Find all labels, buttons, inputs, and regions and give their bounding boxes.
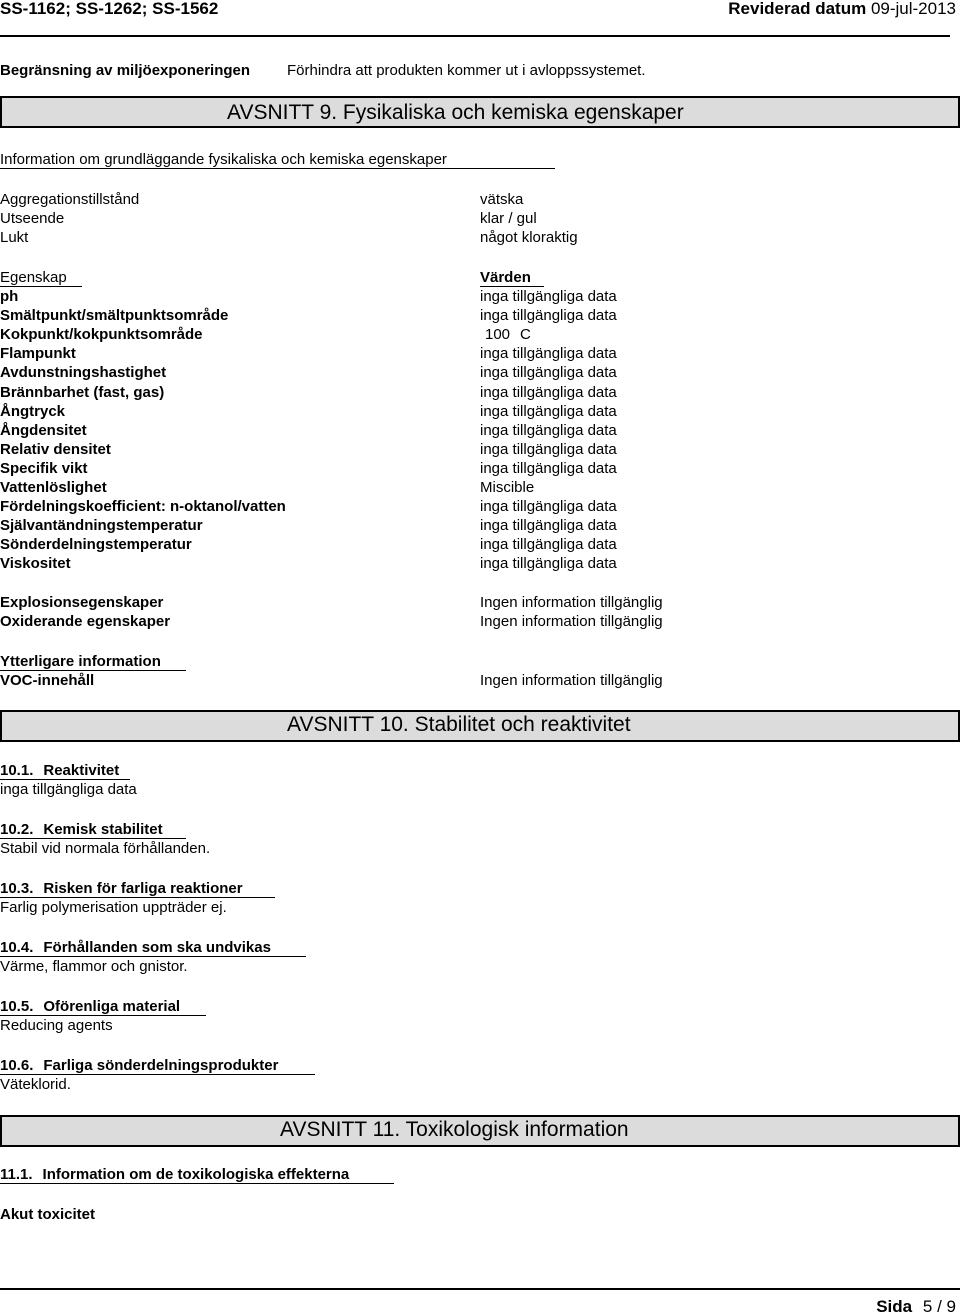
values-header: Värden (480, 269, 531, 286)
property-value-number: 100 (485, 326, 511, 344)
section10-item-text: Reducing agents (0, 1017, 113, 1034)
property-label: Självantändningstemperatur (0, 517, 203, 535)
page-current: 5 (922, 1297, 933, 1316)
section10-item-title: Förhållanden som ska undvikas (43, 939, 271, 956)
property-value: inga tillgängliga data (480, 440, 617, 458)
section9-subtitle: Information om grundläggande fysikaliska och kemiska egenskaper (0, 151, 447, 168)
extra-property-value: Ingen information tillgänglig (480, 594, 663, 611)
basic-property-value: något kloraktig (480, 229, 578, 246)
voc-label: VOC-innehåll (0, 672, 95, 689)
property-value: inga tillgängliga data (480, 364, 617, 382)
basic-property-label: Aggregationstillstånd (0, 191, 140, 208)
property-value (485, 325, 531, 344)
property-value: inga tillgängliga data (480, 421, 617, 439)
section10-item-num: 10.3. (0, 880, 34, 897)
property-label: Smältpunkt/smältpunktsområde (0, 307, 229, 325)
property-label: Fördelningskoefficient: n-oktanol/vatten (0, 498, 286, 516)
property-value: inga tillgängliga data (480, 288, 617, 305)
page-separator: / (937, 1297, 942, 1316)
footer-rule (0, 1288, 960, 1290)
section10-item-heading (0, 938, 271, 957)
section10-item-text: inga tillgängliga data (0, 781, 137, 798)
property-label: Sönderdelningstemperatur (0, 536, 192, 554)
section10-item-title: Oförenliga material (43, 998, 181, 1015)
basic-property-value: vätska (480, 191, 524, 208)
property-label: Ångtryck (0, 402, 66, 420)
section11-sub-underline (0, 1183, 394, 1184)
section11-title: AVSNITT 11. Toxikologisk information (280, 1118, 629, 1141)
section10-item-num: 10.4. (0, 939, 34, 956)
section11-sub-num: 11.1. (0, 1166, 33, 1183)
section11-subheading (0, 1165, 349, 1184)
section10-item-heading (0, 1056, 278, 1075)
section10-item-num: 10.2. (0, 821, 34, 838)
property-label: Specifik vikt (0, 459, 88, 477)
property-label: Ångdensitet (0, 421, 87, 439)
page-total: 9 (946, 1297, 956, 1316)
section10-item-heading (0, 879, 243, 898)
basic-property-label: Utseende (0, 210, 65, 227)
section10-item-text: Farlig polymerisation uppträder ej. (0, 899, 227, 916)
section11-sub-heading: Information om de toxikologiska effekterna (42, 1166, 350, 1183)
section10-item-text: Väteklorid. (0, 1076, 71, 1093)
acute-toxicity-label: Akut toxicitet (0, 1206, 96, 1223)
property-label: Kokpunkt/kokpunktsområde (0, 326, 203, 344)
env-exposure-label: Begränsning av miljöexponeringen (0, 62, 251, 79)
property-value: inga tillgängliga data (480, 498, 617, 516)
section9-title: AVSNITT 9. Fysikaliska och kemiska egenskaper (227, 101, 684, 124)
property-value: inga tillgängliga data (480, 402, 617, 420)
header-rule (0, 35, 950, 37)
section10-item-heading (0, 997, 180, 1016)
property-value: inga tillgängliga data (480, 345, 617, 363)
basic-property-value: klar / gul (480, 210, 537, 227)
property-value: inga tillgängliga data (480, 459, 617, 477)
property-value: inga tillgängliga data (480, 517, 617, 535)
property-value: Miscible (480, 479, 535, 496)
subtitle-underline (0, 168, 555, 169)
section10-item-num: 10.6. (0, 1057, 34, 1074)
page-number (876, 1297, 956, 1316)
section10-item-title: Farliga sönderdelningsprodukter (43, 1057, 279, 1074)
voc-value: Ingen information tillgänglig (480, 672, 663, 689)
basic-property-label: Lukt (0, 229, 29, 246)
property-header: Egenskap (0, 269, 67, 286)
revised-label: Reviderad datum (728, 0, 867, 18)
page-label: Sida (876, 1297, 913, 1316)
extra-property-label: Oxiderande egenskaper (0, 613, 171, 630)
section10-item-num: 10.1. (0, 762, 34, 779)
section10-item-title: Risken för farliga reaktioner (43, 880, 243, 897)
section10-item-text: Stabil vid normala förhållanden. (0, 840, 211, 857)
env-exposure-value: Förhindra att produkten kommer ut i avloppssystemet. (287, 62, 646, 79)
further-info-header: Ytterligare information (0, 653, 161, 670)
revised-date: 09-jul-2013 (870, 0, 956, 18)
property-value: inga tillgängliga data (480, 383, 617, 401)
revision-info (728, 0, 956, 19)
extra-property-value: Ingen information tillgänglig (480, 613, 663, 630)
section10-item-title: Kemisk stabilitet (43, 821, 163, 838)
property-value: inga tillgängliga data (480, 307, 617, 325)
property-label: Brännbarhet (fast, gas) (0, 383, 165, 401)
section10-item-text: Värme, flammor och gnistor. (0, 958, 188, 975)
section10-title: AVSNITT 10. Stabilitet och reaktivitet (287, 713, 631, 736)
property-value-unit: C (520, 326, 531, 344)
property-label: Relativ densitet (0, 440, 111, 458)
property-value: inga tillgängliga data (480, 536, 617, 554)
section10-item-heading (0, 820, 163, 839)
property-label: Vattenlöslighet (0, 479, 107, 496)
extra-property-label: Explosionsegenskaper (0, 594, 164, 611)
section10-item-heading (0, 761, 119, 780)
property-label: ph (0, 288, 19, 305)
property-label: Avdunstningshastighet (0, 364, 167, 382)
product-codes: SS-1162; SS-1262; SS-1562 (0, 0, 219, 18)
section10-item-num: 10.5. (0, 998, 34, 1015)
property-label: Flampunkt (0, 345, 76, 363)
property-value: inga tillgängliga data (480, 555, 617, 573)
section10-item-title: Reaktivitet (43, 762, 120, 779)
property-label: Viskositet (0, 555, 71, 573)
